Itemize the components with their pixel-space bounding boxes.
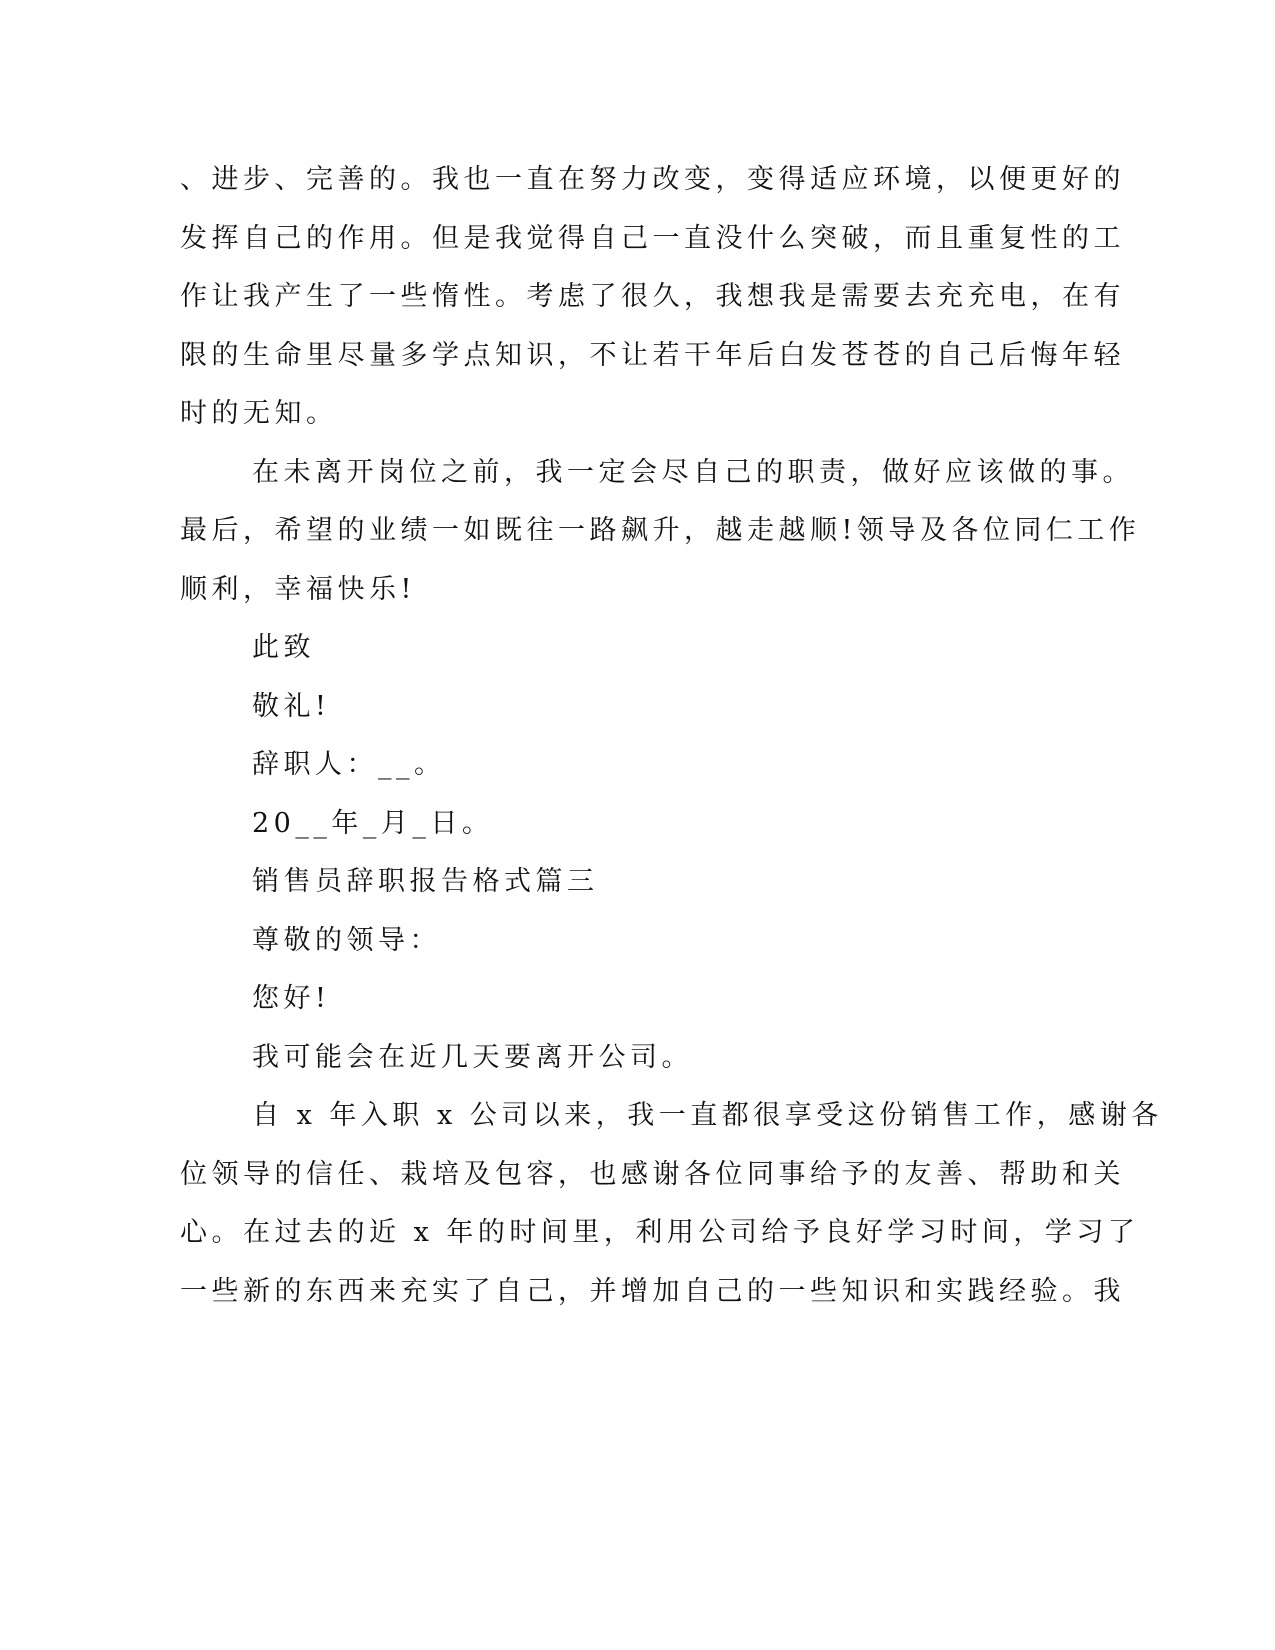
paragraph-line: 在未离开岗位之前，我一定会尽自己的职责，做好应该做的事。: [252, 456, 1134, 488]
salutation-cizhi: 此致: [252, 632, 315, 663]
letter-intro: 我可能会在近几天要离开公司。: [252, 1041, 693, 1073]
paragraph-line: 最后，希望的业绩一如既往一路飙升，越走越顺!领导及各位同仁工作: [180, 515, 1141, 546]
letter-paragraph: [180, 1087, 1163, 1321]
resigner-line: 辞职人：__。: [252, 749, 446, 780]
paragraph-line: 自 x 年入职 x 公司以来，我一直都很享受这份销售工作，感谢各: [252, 1100, 1163, 1131]
letter-greeting: 尊敬的领导：: [252, 924, 441, 956]
date-line: 20__年_月_日。: [252, 807, 494, 839]
paragraph-line: 发挥自己的作用。但是我觉得自己一直没什么突破，而且重复性的工: [180, 222, 1125, 254]
paragraph-line: 、进步、完善的。我也一直在努力改变，变得适应环境，以便更好的: [180, 164, 1125, 195]
paragraph-2: [180, 444, 1141, 620]
paragraph-line: 顺利，幸福快乐!: [180, 573, 416, 605]
salutation-jingli: 敬礼!: [252, 690, 331, 722]
section-title: 销售员辞职报告格式篇三: [252, 866, 599, 897]
paragraph-line: 位领导的信任、栽培及包容，也感谢各位同事给予的友善、帮助和关: [180, 1158, 1125, 1190]
paragraph-line: 作让我产生了一些惰性。考虑了很久，我想我是需要去充充电，在有: [180, 281, 1125, 312]
paragraph-line: 一些新的东西来充实了自己，并增加自己的一些知识和实践经验。我: [180, 1275, 1125, 1307]
letter-3: [180, 912, 1163, 1322]
document-body: [180, 151, 1163, 1321]
letter-hello: 您好!: [252, 983, 331, 1014]
paragraph-line: 心。在过去的近 x 年的时间里，利用公司给予良好学习时间，学习了: [180, 1217, 1140, 1248]
paragraph-line: 限的生命里尽量多学点知识，不让若干年后白发苍苍的自己后悔年轻: [180, 339, 1125, 371]
paragraph-1: [180, 151, 1125, 444]
closing-block: [180, 619, 1060, 853]
paragraph-line: 时的无知。: [180, 398, 338, 429]
